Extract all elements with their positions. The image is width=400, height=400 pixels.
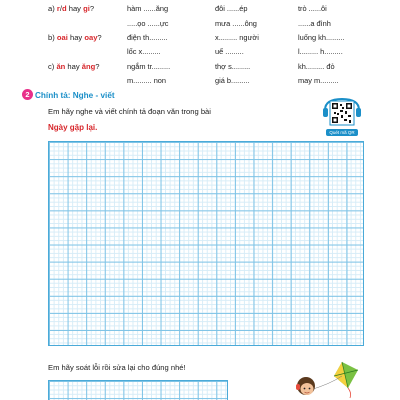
- writing-grid[interactable]: [48, 141, 364, 346]
- row-b-word-3: luống kh.........: [298, 33, 345, 42]
- row-a-word-5: mưa ......ông: [215, 19, 257, 28]
- exercise-instruction: Em hãy nghe và viết chính tả đoạn văn trong bài: [48, 107, 211, 116]
- row-c-label: c) ăn hay ăng?: [48, 62, 100, 71]
- row-c-word-4: m......... non: [127, 76, 167, 85]
- row-a-word-4: .....ọo ......ực: [127, 19, 169, 28]
- qr-code-block[interactable]: [322, 96, 362, 138]
- row-c-word-6: may m.........: [298, 76, 339, 85]
- row-c-word-1: ngắm tr.........: [127, 62, 171, 71]
- row-b-label: b) oai hay oay?: [48, 33, 102, 42]
- row-c-word-5: giá b.........: [215, 76, 250, 85]
- qr-code-icon: [322, 96, 362, 130]
- correction-grid[interactable]: [48, 380, 228, 400]
- row-c-word-3: kh......... đỏ: [298, 62, 335, 71]
- row-c-word-2: thợ s.........: [215, 62, 251, 71]
- exercise-number-badge: 2: [22, 89, 33, 100]
- row-a-word-1: hàm ......ăng: [127, 4, 169, 13]
- review-instruction: Em hãy soát lỗi rồi sửa lại cho đúng nhé!: [48, 363, 186, 372]
- exercise-title: Chính tả: Nghe - viết: [35, 91, 115, 100]
- row-a-word-3: trò ......ôi: [298, 4, 327, 13]
- row-b-word-6: l......... h.........: [298, 47, 343, 56]
- row-b-word-4: lốc x.........: [127, 47, 161, 56]
- row-a-label: a) r/d hay gi?: [48, 4, 95, 13]
- lesson-title: Ngày gặp lại.: [48, 123, 98, 132]
- row-b-word-1: điện th.........: [127, 33, 168, 42]
- qr-caption: Quét mã QR: [326, 129, 358, 136]
- row-a-word-2: đôi ......ép: [215, 4, 248, 13]
- row-b-word-2: x......... người: [215, 33, 259, 42]
- row-a-word-6: ......a đình: [298, 19, 331, 28]
- kid-with-kite-icon: [290, 360, 370, 400]
- row-b-word-5: uể .........: [215, 47, 244, 56]
